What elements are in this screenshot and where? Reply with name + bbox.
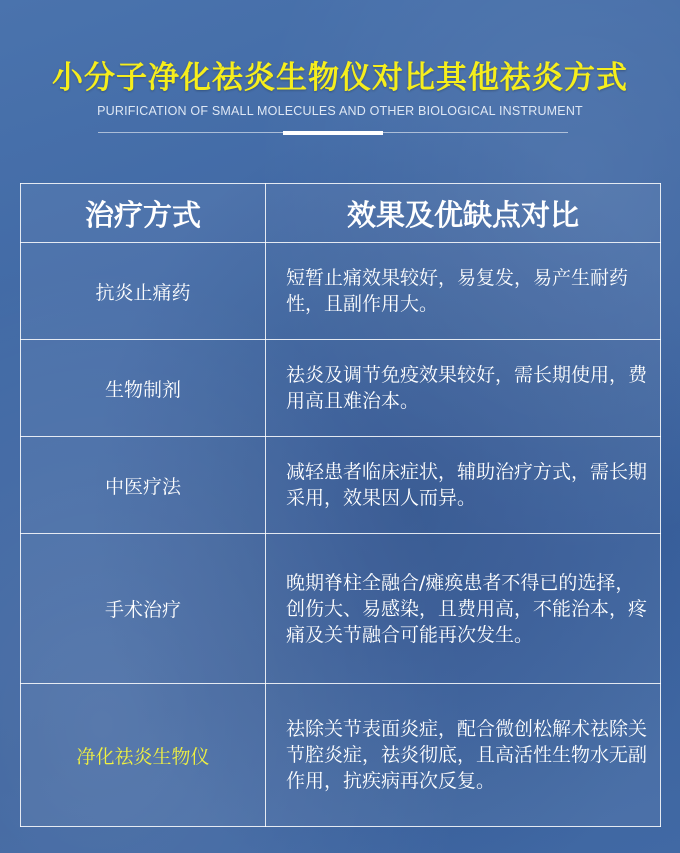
- comparison-cell: 减轻患者临床症状，辅助治疗方式，需长期采用，效果因人而异。: [266, 437, 661, 534]
- header-method: 治疗方式: [21, 184, 266, 243]
- table-row: [21, 243, 661, 340]
- table-row: [21, 684, 661, 827]
- method-cell: 生物制剂: [21, 340, 266, 437]
- header-comparison: 效果及优缺点对比: [266, 184, 661, 243]
- title-divider-accent: [283, 131, 383, 135]
- method-cell: 手术治疗: [21, 534, 266, 684]
- comparison-table: [20, 183, 661, 827]
- table-row: [21, 340, 661, 437]
- table-row: [21, 437, 661, 534]
- comparison-cell: 晚期脊柱全融合/瘫痪患者不得已的选择，创伤大、易感染，且费用高，不能治本，疼痛及关节融合可能再次发生。: [266, 534, 661, 684]
- page-subtitle: PURIFICATION OF SMALL MOLECULES AND OTHER BIOLOGICAL INSTRUMENT: [97, 104, 583, 118]
- table-header-row: [21, 184, 661, 243]
- table-row: [21, 534, 661, 684]
- comparison-cell: 祛炎及调节免疫效果较好，需长期使用，费用高且难治本。: [266, 340, 661, 437]
- comparison-cell: 祛除关节表面炎症，配合微创松解术祛除关节腔炎症，祛炎彻底，且高活性生物水无副作用，抗疾病再次反复。: [266, 684, 661, 827]
- comparison-cell: 短暂止痛效果较好，易复发，易产生耐药性，且副作用大。: [266, 243, 661, 340]
- method-cell-highlight: 净化祛炎生物仪: [21, 684, 266, 827]
- method-cell: 中医疗法: [21, 437, 266, 534]
- method-cell: 抗炎止痛药: [21, 243, 266, 340]
- page-title: 小分子净化祛炎生物仪对比其他祛炎方式: [52, 60, 628, 96]
